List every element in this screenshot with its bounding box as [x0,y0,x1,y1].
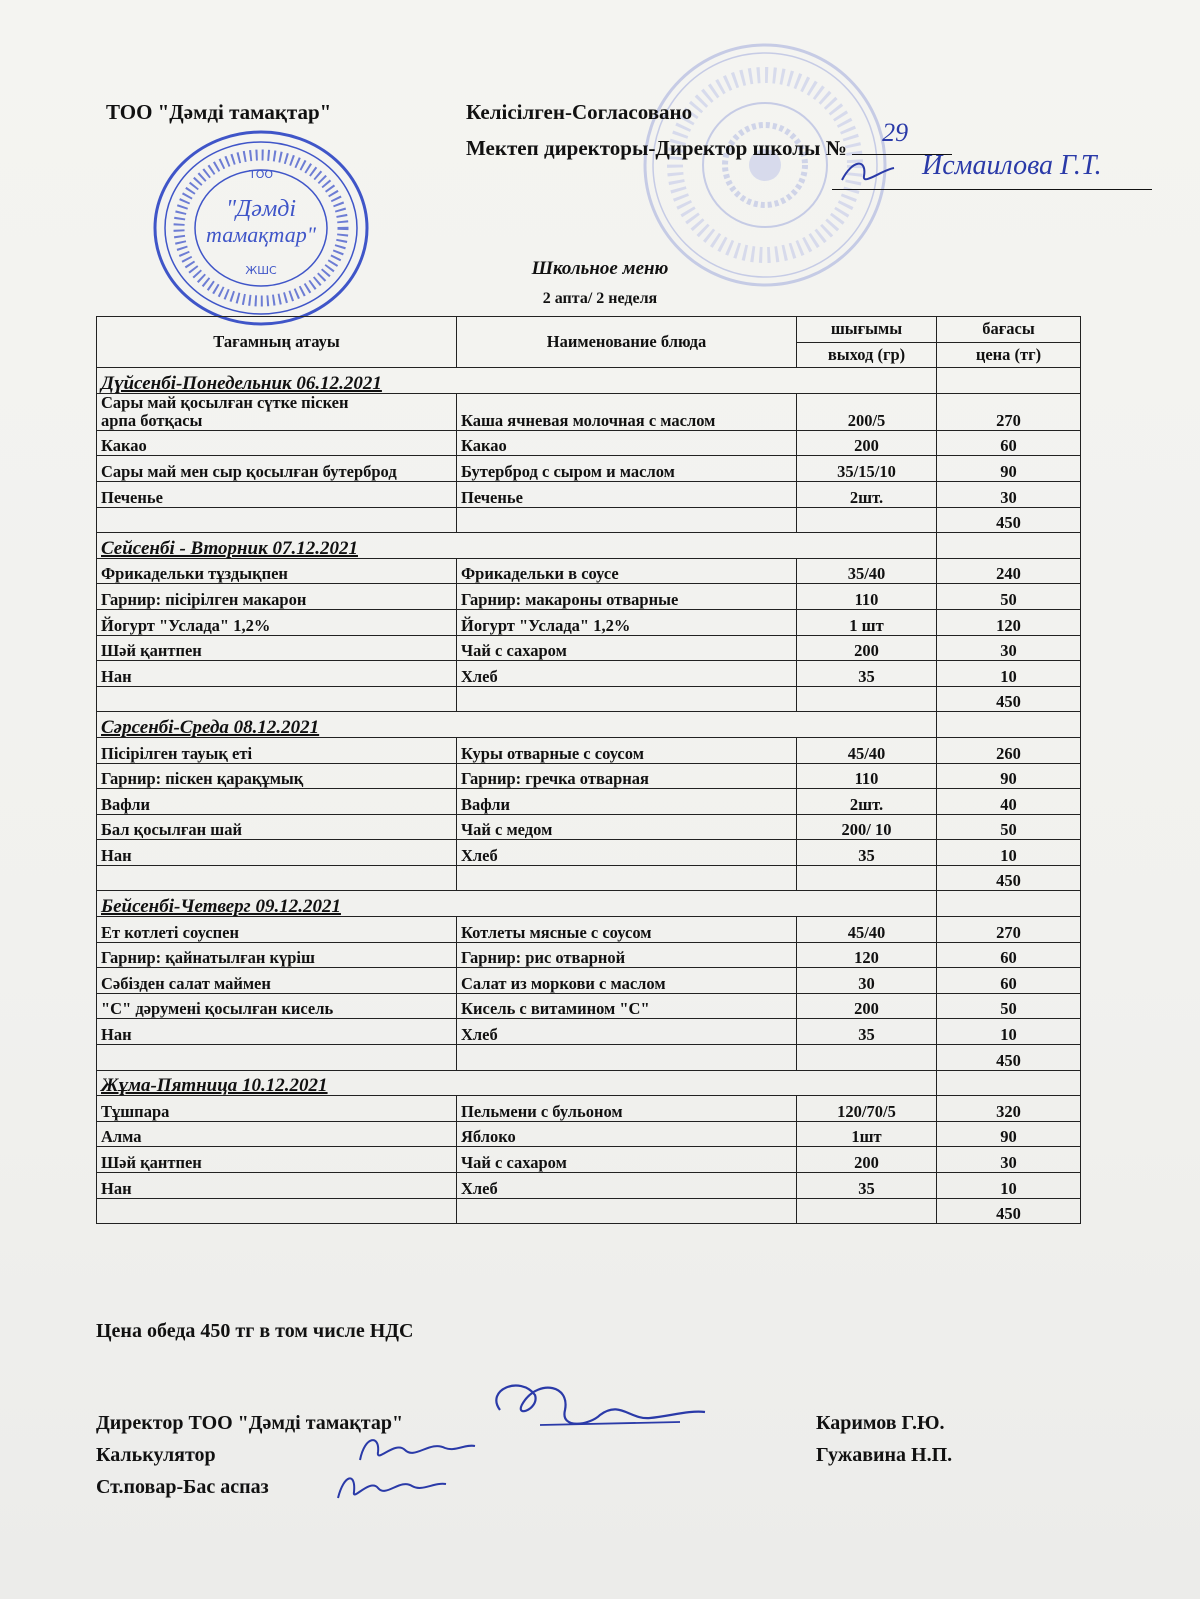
price: 50 [937,993,1081,1019]
chef-label: Ст.повар-Бас аспаз [96,1476,269,1498]
menu-subtitle: 2 апта/ 2 неделя [542,290,658,307]
price: 90 [937,1121,1081,1147]
price: 10 [937,661,1081,687]
school-number-handwritten: 29 [882,118,909,147]
table-row [97,763,1081,789]
calculator-signature [350,1430,480,1470]
dish-name-kz: Фрикадельки тұздықпен [97,558,457,584]
table-row [97,814,1081,840]
dish-name-ru: Чай с сахаром [457,635,797,661]
portion-output: 35 [797,1173,937,1199]
chef-signature [330,1466,450,1506]
portion-output: 1 шт [797,609,937,635]
table-row [97,393,1081,430]
day-row [97,712,1081,738]
portion-output: 35 [797,1019,937,1045]
empty-cell [797,1198,937,1224]
stamp-text-1: ТОО [248,168,274,181]
table-row [97,917,1081,943]
dish-name-ru: Куры отварные с соусом [457,737,797,763]
day-total: 450 [937,686,1081,712]
dish-name-kz: Шәй қантпен [97,1147,457,1173]
price: 90 [937,763,1081,789]
table-row [97,609,1081,635]
day-title: Дүйсенбі-Понедельник 06.12.2021 [101,372,382,394]
table-row [97,840,1081,866]
price: 40 [937,789,1081,815]
empty-cell [457,686,797,712]
dish-name-ru: Какао [457,430,797,456]
day-row [97,368,1081,394]
dish-name-ru: Салат из моркови с маслом [457,968,797,994]
table-row [97,661,1081,687]
price: 50 [937,814,1081,840]
price: 10 [937,1019,1081,1045]
dish-name-kz: Вафли [97,789,457,815]
empty-cell [937,1070,1081,1096]
empty-cell [797,686,937,712]
menu-table [96,316,1081,1224]
table-row [97,584,1081,610]
price: 10 [937,1173,1081,1199]
table-row [97,481,1081,507]
empty-cell [797,865,937,891]
day-title: Сейсенбі - Вторник 07.12.2021 [101,537,358,559]
dish-name-kz [97,393,457,430]
col-header-kz: Тағамның атауы [97,317,457,368]
table-row [97,635,1081,661]
lunch-price-note: Цена обеда 450 тг в том числе НДС [96,1320,414,1342]
dish-name-ru: Хлеб [457,1173,797,1199]
director-label: Директор ТОО "Дәмді тамақтар" [96,1412,404,1434]
day-title-cell [97,368,937,394]
empty-cell [97,686,457,712]
dish-name-ru: Хлеб [457,1019,797,1045]
calculator-label: Калькулятор [96,1444,216,1466]
stamp-text-3: тамақтар" [206,222,316,247]
empty-cell [457,1198,797,1224]
day-total: 450 [937,1045,1081,1071]
dish-name-kz: Нан [97,1173,457,1199]
col-header-ru: Наименование блюда [457,317,797,368]
col-header-out-ru: выход (гр) [797,342,937,368]
dish-name-kz: Шәй қантпен [97,635,457,661]
empty-cell [937,533,1081,559]
dish-name-kz: Йогурт "Услада" 1,2% [97,609,457,635]
day-title-cell [97,533,937,559]
day-title: Бейсенбі-Четверг 09.12.2021 [101,896,341,917]
price: 10 [937,840,1081,866]
empty-cell [797,1045,937,1071]
portion-output: 200 [797,993,937,1019]
table-row [97,1121,1081,1147]
empty-cell [97,865,457,891]
stamp-text-4: ЖШС [245,264,277,277]
dish-name-kz: Какао [97,430,457,456]
dish-name-kz: Бал қосылған шай [97,814,457,840]
dish-name-kz-line1: Сары май қосылған сүтке піскен [101,393,349,412]
empty-cell [457,865,797,891]
dish-name-kz: Нан [97,1019,457,1045]
table-row [97,456,1081,482]
day-title: Жұма-Пятница 10.12.2021 [101,1075,328,1096]
table-row [97,1096,1081,1122]
dish-name-kz-line2: арпа ботқасы [101,410,203,430]
day-total: 450 [937,865,1081,891]
dish-name-ru: Фрикадельки в соусе [457,558,797,584]
dish-name-kz: Печенье [97,481,457,507]
dish-name-ru: Хлеб [457,661,797,687]
portion-output: 35 [797,840,937,866]
price: 90 [937,456,1081,482]
dish-name-kz: Сәбізден салат маймен [97,968,457,994]
dish-name-ru: Яблоко [457,1121,797,1147]
dish-name-kz: Сары май мен сыр қосылған бутерброд [97,456,457,482]
empty-cell [937,368,1081,394]
empty-cell [97,1198,457,1224]
day-total-row [97,686,1081,712]
portion-output: 200 [797,1147,937,1173]
table-row [97,1173,1081,1199]
portion-output: 35 [797,661,937,687]
dish-name-ru: Гарнир: рис отварной [457,942,797,968]
price: 30 [937,481,1081,507]
portion-output: 120/70/5 [797,1096,937,1122]
director-name: Каримов Г.Ю. [816,1412,945,1434]
dish-name-kz: Алма [97,1121,457,1147]
empty-cell [97,507,457,533]
table-row [97,558,1081,584]
portion-output: 35/15/10 [797,456,937,482]
dish-name-ru: Вафли [457,789,797,815]
dish-name-kz: Ет котлеті соуспен [97,917,457,943]
dish-name-kz: "С" дәрумені қосылған кисель [97,993,457,1019]
price: 60 [937,430,1081,456]
portion-output: 200 [797,635,937,661]
table-row [97,789,1081,815]
table-header-row-1 [97,317,1081,343]
price: 240 [937,558,1081,584]
table-row [97,430,1081,456]
empty-cell [457,507,797,533]
dish-name-ru: Кисель с витамином "С" [457,993,797,1019]
dish-name-kz: Пісірілген тауық еті [97,737,457,763]
dish-name-ru: Пельмени с бульоном [457,1096,797,1122]
day-row [97,891,1081,917]
portion-output: 110 [797,763,937,789]
price: 260 [937,737,1081,763]
price: 320 [937,1096,1081,1122]
day-total-row [97,1198,1081,1224]
table-row [97,737,1081,763]
portion-output: 1шт [797,1121,937,1147]
table-row [97,968,1081,994]
approval-heading: Келісілген-Согласовано [466,100,693,124]
dish-name-kz: Гарнир: пісірілген макарон [97,584,457,610]
portion-output: 45/40 [797,737,937,763]
dish-name-ru: Хлеб [457,840,797,866]
portion-output: 45/40 [797,917,937,943]
portion-output: 200/5 [797,393,937,430]
stamp-text-2: "Дәмді [225,196,297,222]
portion-output: 35/40 [797,558,937,584]
dish-name-ru: Печенье [457,481,797,507]
dish-name-ru: Гарнир: гречка отварная [457,763,797,789]
empty-cell [97,1045,457,1071]
dish-name-ru: Каша ячневая молочная с маслом [457,393,797,430]
table-row [97,993,1081,1019]
table-row [97,1147,1081,1173]
price: 30 [937,635,1081,661]
portion-output: 2шт. [797,481,937,507]
col-header-price-kz: бағасы [937,317,1081,343]
col-header-price-ru: цена (тг) [937,342,1081,368]
dish-name-kz: Гарнир: піскен қарақұмық [97,763,457,789]
dish-name-kz: Тұшпара [97,1096,457,1122]
dish-name-ru: Гарнир: макароны отварные [457,584,797,610]
day-row [97,1070,1081,1096]
price: 120 [937,609,1081,635]
price: 60 [937,968,1081,994]
company-name: ТОО "Дәмді тамақтар" [106,100,332,124]
day-total: 450 [937,507,1081,533]
dish-name-ru: Чай с сахаром [457,1147,797,1173]
director-handwritten-signature: Исмаилова Г.Т. [812,150,1152,194]
price: 50 [937,584,1081,610]
empty-cell [937,891,1081,917]
day-total-row [97,1045,1081,1071]
day-title: Сәрсенбі-Среда 08.12.2021 [101,716,320,738]
calculator-name: Гужавина Н.П. [816,1444,953,1466]
price: 30 [937,1147,1081,1173]
portion-output: 200 [797,430,937,456]
dish-name-kz: Гарнир: қайнатылған күріш [97,942,457,968]
menu-title: Школьное меню [531,258,669,279]
empty-cell [457,1045,797,1071]
approval-director-label: Мектеп директоры-Директор школы № [466,136,847,160]
day-row [97,533,1081,559]
price: 270 [937,917,1081,943]
dish-name-ru: Бутерброд с сыром и маслом [457,456,797,482]
price: 270 [937,393,1081,430]
empty-cell [797,507,937,533]
empty-cell [937,712,1081,738]
dish-name-kz: Нан [97,840,457,866]
day-title-cell [97,891,937,917]
table-row [97,942,1081,968]
day-total-row [97,507,1081,533]
portion-output: 200/ 10 [797,814,937,840]
day-title-cell [97,1070,937,1096]
dish-name-kz: Нан [97,661,457,687]
table-row [97,1019,1081,1045]
day-total: 450 [937,1198,1081,1224]
price: 60 [937,942,1081,968]
portion-output: 120 [797,942,937,968]
dish-name-ru: Котлеты мясные с соусом [457,917,797,943]
director-signature [480,1370,720,1450]
portion-output: 30 [797,968,937,994]
dish-name-ru: Чай с медом [457,814,797,840]
portion-output: 110 [797,584,937,610]
portion-output: 2шт. [797,789,937,815]
col-header-out-kz: шығымы [797,317,937,343]
day-total-row [97,865,1081,891]
day-title-cell [97,712,937,738]
dish-name-ru: Йогурт "Услада" 1,2% [457,609,797,635]
